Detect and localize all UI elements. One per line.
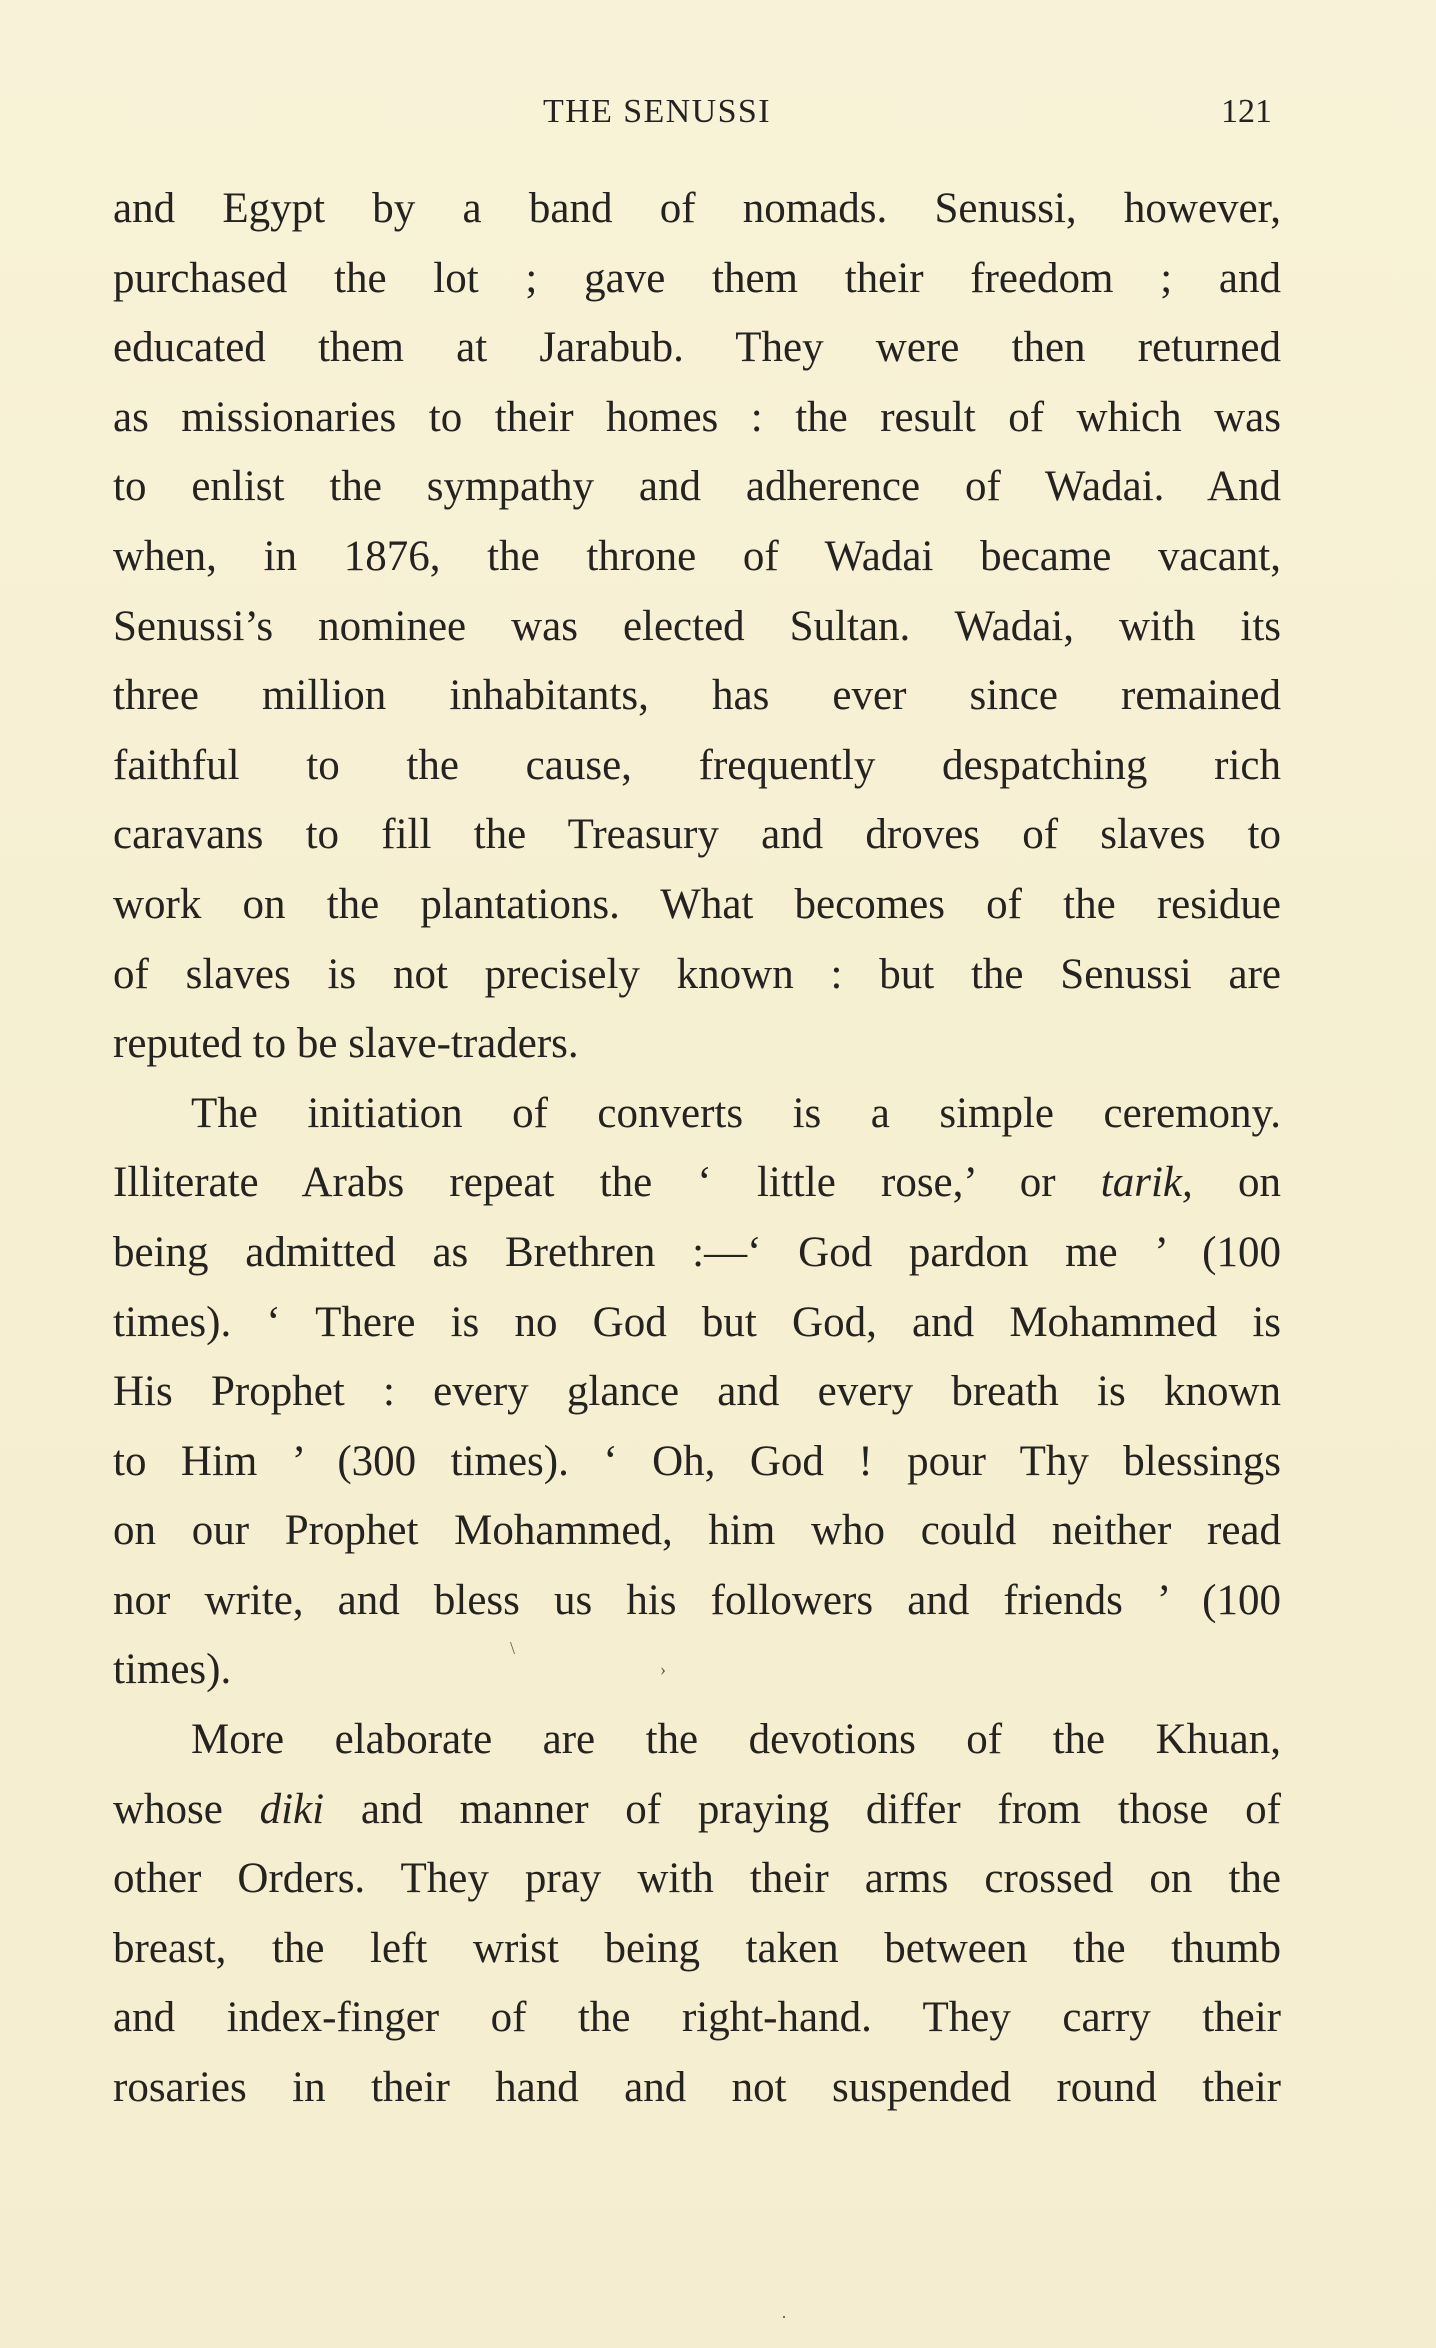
text-line: and index-finger of the right-hand. They carry their xyxy=(113,1994,1281,2042)
italic-term: diki xyxy=(259,1785,325,1833)
text-line: faithful to the cause, frequently despatching rich xyxy=(113,741,1281,789)
italic-term: tarik, xyxy=(1100,1159,1193,1207)
text-line: to enlist the sympathy and adherence of Wadai. And xyxy=(113,463,1281,511)
text-line: three million inhabitants, has ever since remained xyxy=(113,672,1281,720)
paragraph-end-line: reputed to be slave-traders. xyxy=(113,1020,579,1068)
line-text-before-italic: whose xyxy=(113,1785,260,1833)
text-line: being admitted as Brethren :—‘ God pardon me ’ (100 xyxy=(113,1228,1281,1276)
text-line-with-italic xyxy=(113,1775,1281,1845)
text-line: breast, the left wrist being taken between the thumb xyxy=(113,1924,1281,1972)
text-line: and Egypt by a band of nomads. Senussi, however, xyxy=(113,185,1281,232)
running-head xyxy=(0,87,1436,137)
text-line: work on the plantations. What becomes of the residue xyxy=(113,880,1281,928)
page-number: 121 xyxy=(1221,93,1272,130)
paragraph-first-line: The initiation of converts is a simple ceremony. xyxy=(191,1089,1281,1137)
paragraph-end-line: times). xyxy=(113,1646,232,1694)
body-text xyxy=(113,174,1281,2123)
text-line: of slaves is not precisely known : but the Senussi are xyxy=(113,950,1281,998)
text-line: on our Prophet Mohammed, him who could neither read xyxy=(113,1507,1281,1555)
text-line: Senussi’s nominee was elected Sultan. Wadai, with its xyxy=(113,602,1281,650)
paragraph-first-line: More elaborate are the devotions of the Khuan, xyxy=(191,1716,1281,1764)
text-line: caravans to fill the Treasury and droves of slaves to xyxy=(113,811,1281,859)
text-line: when, in 1876, the throne of Wadai became vacant, xyxy=(113,532,1281,580)
text-line: purchased the lot ; gave them their freedom ; and xyxy=(113,254,1281,302)
line-text-after-italic: on xyxy=(1192,1159,1281,1207)
text-line: His Prophet : every glance and every breath is known xyxy=(113,1368,1281,1416)
printing-mark: › xyxy=(660,1659,666,1679)
line-text-after-italic: and manner of praying differ from those of xyxy=(324,1785,1282,1833)
text-line-with-italic xyxy=(113,1148,1281,1218)
text-line: times). ‘ There is no God but God, and Mohammed is xyxy=(113,1298,1281,1346)
text-line: educated them at Jarabub. They were then returned xyxy=(113,324,1281,372)
text-line: as missionaries to their homes : the result of which was xyxy=(113,393,1281,441)
text-line: other Orders. They pray with their arms crossed on the xyxy=(113,1855,1281,1903)
running-title: THE SENUSSI xyxy=(543,93,771,130)
text-line: rosaries in their hand and not suspended round their xyxy=(113,2064,1281,2112)
printing-mark: \ xyxy=(510,1638,516,1658)
text-line: to Him ’ (300 times). ‘ Oh, God ! pour Thy blessings xyxy=(113,1437,1281,1485)
line-text-before-italic: Illiterate Arabs repeat the ‘ little rose,’ or xyxy=(113,1159,1101,1207)
printing-mark: · xyxy=(781,2307,787,2327)
text-line: nor write, and bless us his followers and friends ’ (100 xyxy=(113,1576,1281,1624)
